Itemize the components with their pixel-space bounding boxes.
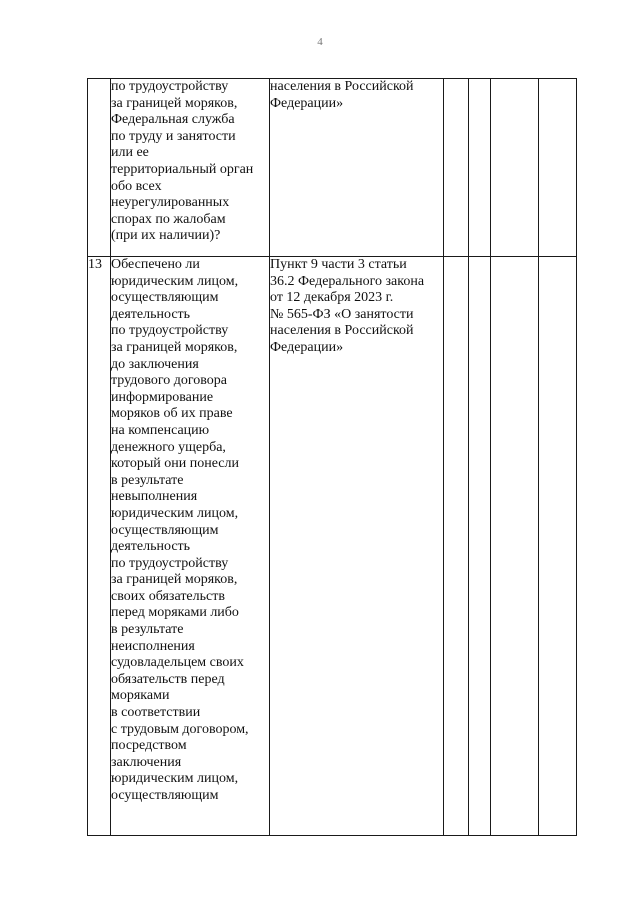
- question-line: своих обязательств: [111, 588, 225, 604]
- question-line: по трудоустройству: [111, 79, 229, 94]
- answer-cell: [469, 257, 491, 836]
- question-line: с трудовым договором,: [111, 721, 249, 737]
- question-line: или ее: [111, 145, 149, 161]
- question-line: денежного ущерба,: [111, 439, 226, 455]
- question-line: Обеспечено ли: [111, 257, 200, 272]
- answer-cell: [469, 79, 491, 257]
- question-line: невыполнения: [111, 489, 198, 505]
- question-line: Федеральная служба: [111, 112, 235, 128]
- table-row-13: [88, 257, 577, 836]
- page-number: 4: [317, 36, 323, 48]
- question-line: за границей моряков,: [111, 339, 238, 355]
- legal-basis-line: от 12 декабря 2023 г.: [270, 290, 394, 306]
- question-line: по труду и занятости: [111, 128, 236, 144]
- table-row-continuation: [88, 79, 577, 257]
- row-number-cell: [88, 79, 111, 257]
- question-line: за границей моряков,: [111, 572, 238, 588]
- question-line: юридическим лицом,: [111, 771, 239, 787]
- question-line: посредством: [111, 738, 187, 754]
- question-line: который они понесли: [111, 456, 239, 472]
- question-line: осуществляющим: [111, 522, 219, 538]
- legal-basis-line: 36.2 Федерального закона: [270, 273, 425, 289]
- question-line: моряками: [111, 688, 170, 704]
- question-line: спорах по жалобам: [111, 211, 226, 227]
- question-line: деятельность: [111, 306, 191, 322]
- checklist-table: [87, 78, 577, 836]
- legal-basis-line: Пункт 9 части 3 статьи: [270, 257, 407, 272]
- question-line: юридическим лицом,: [111, 505, 239, 521]
- legal-basis-line: населения в Российской: [270, 79, 414, 94]
- question-line: информирование: [111, 389, 214, 405]
- question-line: по трудоустройству: [111, 323, 229, 339]
- note-cell: [539, 257, 577, 836]
- legal-basis-line: № 565-ФЗ «О занятости: [270, 306, 414, 322]
- legal-basis-line: Федерации»: [270, 95, 344, 111]
- question-line: судовладельцем своих: [111, 655, 244, 671]
- legal-basis-cell: [270, 79, 444, 257]
- question-line: на компенсацию: [111, 422, 210, 438]
- question-line: деятельность: [111, 539, 191, 555]
- question-line: обязательств перед: [111, 671, 225, 687]
- legal-basis-line: Федерации»: [270, 339, 344, 355]
- question-line: до заключения: [111, 356, 199, 372]
- question-line: в соответствии: [111, 705, 201, 721]
- question-line: в результате: [111, 472, 184, 488]
- answer-cell: [491, 79, 539, 257]
- question-line: (при их наличии)?: [111, 228, 221, 244]
- question-line: перед моряками либо: [111, 605, 239, 621]
- question-line: трудового договора: [111, 373, 227, 389]
- question-line: осуществляющим: [111, 788, 219, 803]
- legal-basis-cell: [270, 257, 444, 836]
- question-line: по трудоустройству: [111, 555, 229, 571]
- question-cell: [111, 257, 270, 836]
- question-line: за границей моряков,: [111, 95, 238, 111]
- note-cell: [539, 79, 577, 257]
- question-line: неурегулированных: [111, 195, 230, 211]
- question-line: обо всех: [111, 178, 162, 194]
- answer-cell: [491, 257, 539, 836]
- question-line: юридическим лицом,: [111, 273, 239, 289]
- question-line: неисполнения: [111, 638, 195, 654]
- question-cell: [111, 79, 270, 257]
- legal-basis-line: населения в Российской: [270, 323, 414, 339]
- question-line: в результате: [111, 622, 184, 638]
- question-line: заключения: [111, 754, 182, 770]
- row-number-cell: 13: [88, 257, 111, 836]
- answer-cell: [444, 257, 469, 836]
- question-line: моряков об их праве: [111, 406, 233, 422]
- question-line: осуществляющим: [111, 290, 219, 306]
- question-line: территориальный орган: [111, 161, 254, 177]
- answer-cell: [444, 79, 469, 257]
